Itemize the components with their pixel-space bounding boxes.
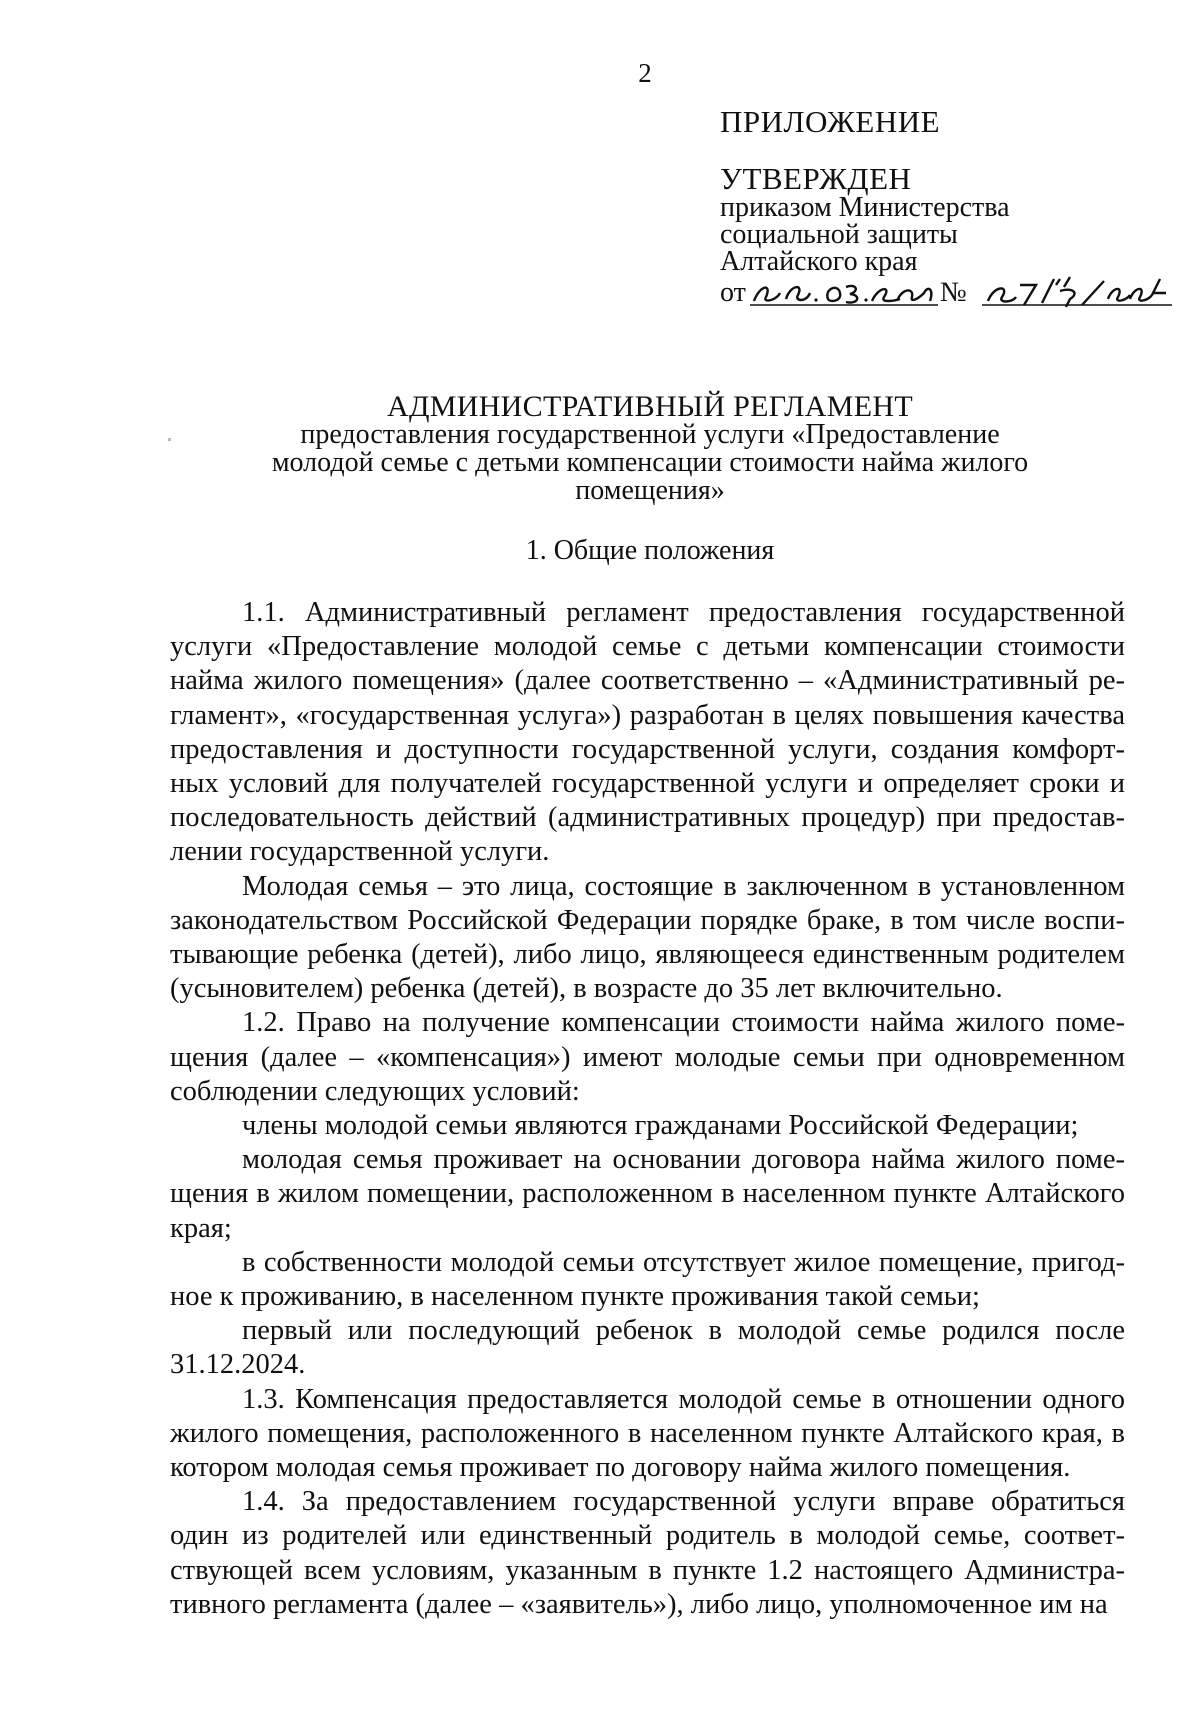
approval-line-ministry: приказом Министерства xyxy=(720,192,1010,223)
order-date-number-line xyxy=(720,275,1180,311)
condition-rental-contract: молодая семья проживает на основании договора найма жилого помещения в жилом помещении, расположенном в населенном пункте Алтайского края; xyxy=(170,1144,1125,1244)
document-body xyxy=(170,596,1125,1622)
paragraph-1-4: 1.4. За предоставлением государственной услуги вправе обратиться один из родителей или единственный родитель в молодой семье, соответствующей всем условиям, указанным в пункте 1.2 настоящего Административного регламента (далее – «заявитель»), либо лицо, уполномоченное им на xyxy=(170,1486,1125,1620)
date-prefix: от xyxy=(720,277,746,308)
paragraph-young-family-definition: Молодая семья – это лица, состоящие в заключенном в установленном законодательством Российской Федерации порядке браке, в том числе воспитывающие ребенка (детей), либо лицо, являющееся единственным родителем (усыновителем) ребенка (детей), в возрасте до 35 лет включительно. xyxy=(170,870,1125,1005)
number-sign: № xyxy=(940,277,967,308)
condition-citizenship: члены молодой семьи являются гражданами Российской Федерации; xyxy=(242,1110,1079,1142)
approval-line-department: социальной защиты xyxy=(720,219,958,250)
condition-child-born: первый или последующий ребенок в молодой семье родился после 31.12.2024. xyxy=(170,1315,1125,1381)
handwritten-date-number xyxy=(720,271,1180,315)
document-subtitle-line-3: помещения» xyxy=(575,475,725,506)
condition-no-own-housing: в собственности молодой семьи отсутствует жилое помещение, пригодное к проживанию, в населенном пункте проживания такой семьи; xyxy=(170,1246,1125,1313)
page-number: 2 xyxy=(638,58,652,88)
approval-line-region: Алтайского края xyxy=(720,246,918,277)
approval-block xyxy=(720,104,1180,311)
paragraph-1-3: 1.3. Компенсация предоставляется молодой семье в отношении одного жилого помещения, расположенного в населенном пункте Алтайского края, в котором молодая семья проживает по договору найма жилого помещения. xyxy=(170,1383,1125,1484)
approved-label: УТВЕРЖДЕН xyxy=(720,161,912,196)
paragraph-1-1: 1.1. Административный регламент предоставления государственной услуги «Предоставление молодой семье с детьми компенсации стоимости найма жилого помещения» (далее соответственно – «Административный регламент», «государственная услуга») разработан в целях повышения качества предоставления и доступности государственной услуги, создания комфортных условий для получателей государственной услуги и определяет сроки и последовательность действий (административных процедур) при предоставлении государственной услуги. xyxy=(170,597,1125,868)
document-subtitle-line-2: молодой семье с детьми компенсации стоимости найма жилого xyxy=(271,447,1029,478)
appendix-label: ПРИЛОЖЕНИЕ xyxy=(720,104,941,139)
paragraph-1-2: 1.2. Право на получение компенсации стоимости найма жилого помещения (далее – «компенсация») имеют молодые семьи при одновременном соблюдении следующих условий: xyxy=(170,1007,1125,1107)
section-heading: 1. Общие положения xyxy=(525,535,775,566)
document-subtitle-line-1: предоставления государственной услуги «Предоставление xyxy=(300,419,1000,450)
document-title-block xyxy=(170,390,1130,506)
document-title: АДМИНИСТРАТИВНЫЙ РЕГЛАМЕНТ xyxy=(387,390,913,423)
